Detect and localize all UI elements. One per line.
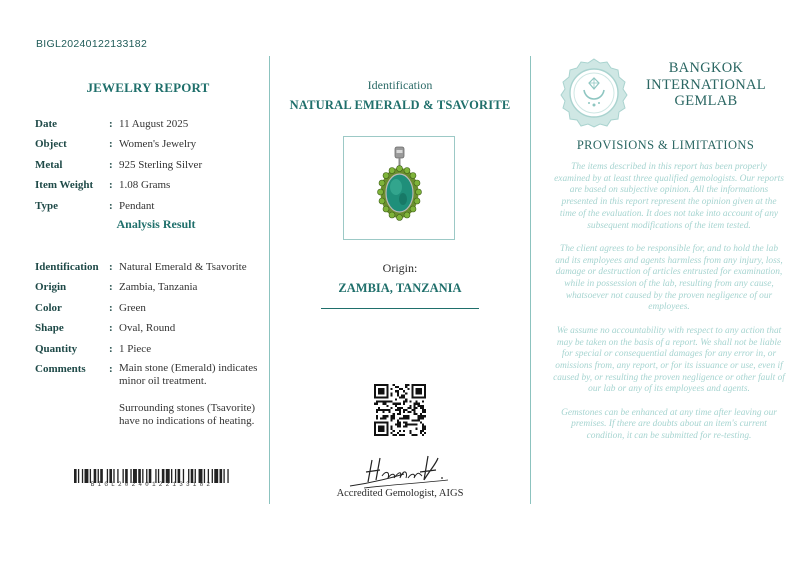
analysis-row-identification: Identification : Natural Emerald & Tsavorite xyxy=(35,257,267,277)
analysis-value: Zambia, Tanzania xyxy=(119,281,198,294)
lab-name-line: BANGKOK xyxy=(668,60,744,76)
analysis-label: Quantity xyxy=(35,342,78,355)
comment-main-stone: Main stone (Emerald) indicates minor oil treatment. xyxy=(119,362,258,388)
detail-label: Date xyxy=(35,118,57,130)
analysis-label: Color xyxy=(35,301,62,314)
lab-seal-logo xyxy=(558,56,630,128)
detail-label: Type xyxy=(35,199,59,212)
item-photo xyxy=(343,136,455,240)
report-number: BIGL20240122133182 xyxy=(36,38,148,50)
analysis-value: Oval, Round xyxy=(119,322,176,335)
lab-name xyxy=(631,60,781,110)
detail-value: 11 August 2025 xyxy=(119,118,189,130)
comments-text xyxy=(119,359,267,428)
analysis-label: Identification xyxy=(35,261,99,274)
qr-code xyxy=(374,384,426,436)
gemologist-signature xyxy=(344,450,460,490)
provisions-column xyxy=(531,0,800,566)
lab-name-line: GEMLAB xyxy=(674,93,738,109)
detail-row-date: Date : 11 August 2025 xyxy=(35,114,267,134)
identification-value: NATURAL EMERALD & TSAVORITE xyxy=(289,98,511,112)
analysis-value: Green xyxy=(119,301,146,314)
detail-row-weight: Item Weight : 1.08 Grams xyxy=(35,175,267,195)
analysis-value: Natural Emerald & Tsavorite xyxy=(119,261,247,274)
provision-paragraph: Gemstones can be enhanced at any time after leaving our premises. If there are doubts about an item's current condition, it can be submitted for re-testing. xyxy=(561,407,777,442)
provision-paragraph: The client agrees to be responsible for, and to hold the lab and its employees and agents harmless from any injury, loss, damage or destruction of articles entrusted for examination, while in possession of the lab, resulting from any cause, whatsoever not caused by the proven negligence of our employees. xyxy=(555,243,783,313)
detail-row-metal: Metal : 925 Sterling Silver xyxy=(35,155,267,175)
analysis-results xyxy=(35,257,267,428)
detail-label: Object xyxy=(35,138,67,151)
lab-name-line: INTERNATIONAL xyxy=(646,76,766,93)
analysis-label: Shape xyxy=(35,322,64,335)
detail-value: Pendant xyxy=(119,199,155,212)
origin-value: ZAMBIA, TANZANIA xyxy=(338,281,462,295)
identification-label: Identification xyxy=(367,78,433,92)
provisions-text xyxy=(553,162,785,455)
provisions-title: PROVISIONS & LIMITATIONS xyxy=(576,138,755,152)
provision-paragraph: The items described in this report has been properly examined by at least three qualified gemologists. Our reports are based on subjective opinion. All the informations presented in this report represent the opinion given at the time of the evaluation. It does not take into account of any subsequent modifications of the item tested. xyxy=(554,162,784,231)
detail-row-type: Type : Pendant xyxy=(35,196,267,216)
report-title: JEWELRY REPORT xyxy=(86,80,210,95)
identification-column xyxy=(270,0,530,566)
accredited-gemologist-label: Accredited Gemologist, AIGS xyxy=(336,488,464,499)
analysis-label: Comments xyxy=(35,363,86,376)
detail-label: Item Weight xyxy=(35,179,94,192)
analysis-label: Origin xyxy=(35,281,67,294)
detail-row-object: Object : Women's Jewelry xyxy=(35,134,267,154)
analysis-row-origin: Origin : Zambia, Tanzania xyxy=(35,277,267,297)
origin-underline xyxy=(321,308,479,309)
provision-paragraph: We assume no accountability with respect to any action that may be taken on the basis of a report. We shall not be liable for special or consequential damages for any error in, or omissions from, any report, or for its issuance or use, even if caused by, or resulting the proven negligence or other fault of our lab or any of its employees and agents. xyxy=(553,325,785,395)
detail-label: Metal xyxy=(35,158,63,171)
analysis-row-quantity: Quantity : 1 Piece xyxy=(35,339,267,359)
analysis-row-comments: Comments : Main stone (Emerald) indicates minor oil treatment. Surrounding stones (Tsavorite) have no indications of heating. xyxy=(35,359,267,428)
item-details xyxy=(35,114,267,216)
report-details-column xyxy=(35,80,267,428)
comment-surrounding-stones: Surrounding stones (Tsavorite) have no indications of heating. xyxy=(119,402,256,428)
analysis-row-shape: Shape : Oval, Round xyxy=(35,318,267,338)
detail-value: Women's Jewelry xyxy=(119,138,197,151)
barcode-number: BIGL20240122133182 xyxy=(90,481,214,488)
analysis-row-color: Color : Green xyxy=(35,298,267,318)
detail-value: 1.08 Grams xyxy=(119,179,171,192)
pendant-image xyxy=(344,137,454,239)
analysis-value: 1 Piece xyxy=(119,342,152,355)
analysis-title: Analysis Result xyxy=(116,217,196,232)
origin-label: Origin: xyxy=(382,261,418,275)
detail-value: 925 Sterling Silver xyxy=(119,158,203,171)
